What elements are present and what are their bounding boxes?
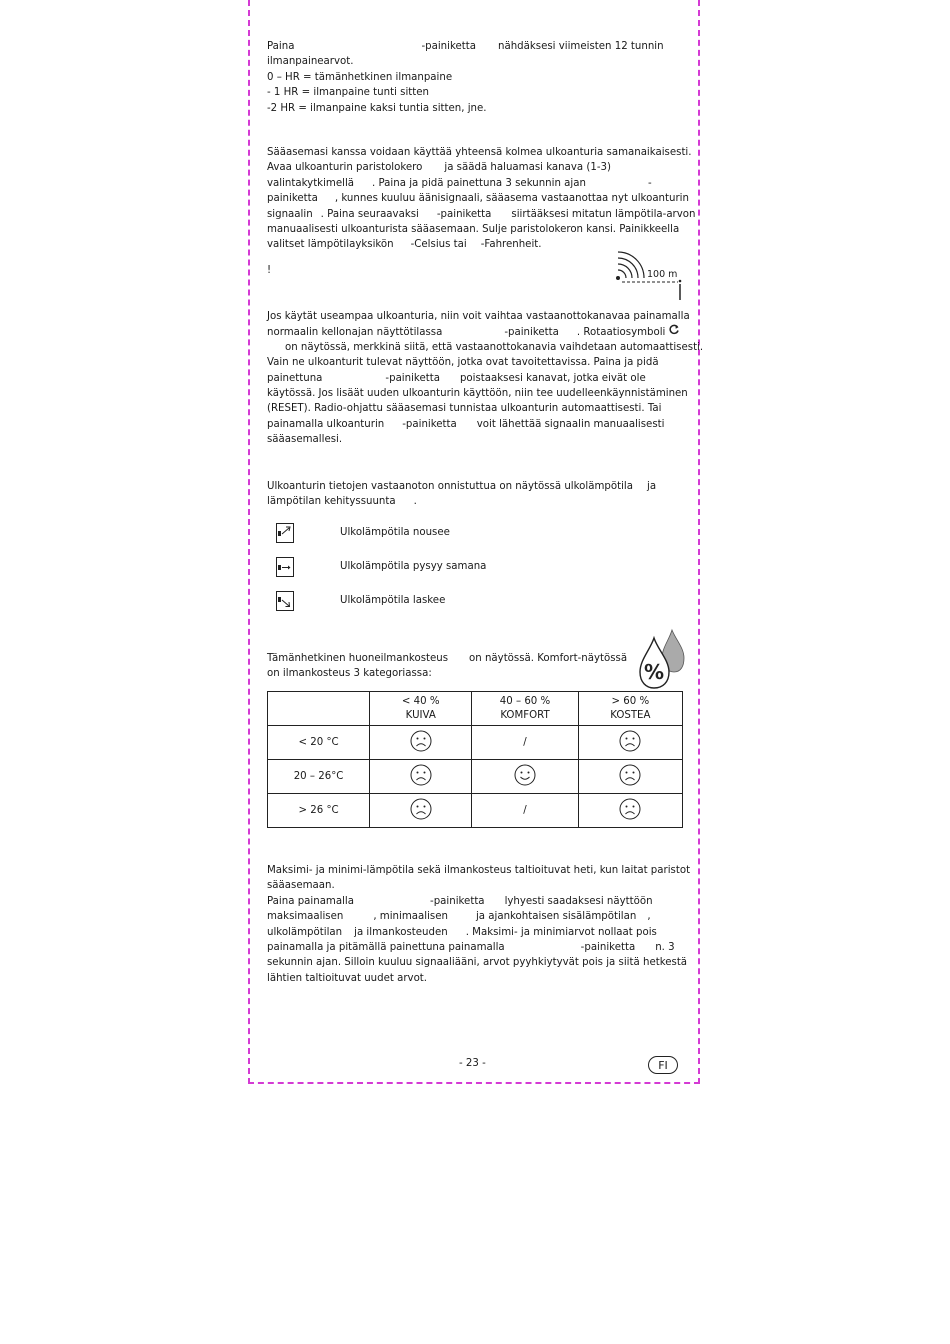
- table-cell: [370, 794, 472, 828]
- sad-face-icon: [619, 798, 641, 823]
- text: painettuna: [267, 372, 323, 384]
- table-cell: /: [472, 726, 578, 760]
- signal-range-icon: [612, 250, 686, 302]
- text: ja säädä haluamasi kanava (1-3): [444, 162, 611, 174]
- text: on näytössä, merkkinä siitä, että vastaanottokanavia vaihdetaan automaattisesti.: [285, 341, 704, 353]
- text: Ulkoanturin tietojen vastaanoton onnistuttua on näytössä ulkolämpötila: [267, 481, 633, 492]
- text: ja: [647, 481, 657, 492]
- text: KOSTEA: [610, 709, 651, 721]
- table-cell: [370, 760, 472, 794]
- text: -Celsius tai: [410, 239, 467, 251]
- text: -painiketta: [436, 208, 492, 220]
- trend-section: [267, 479, 687, 510]
- humidity-drops-icon: [636, 628, 686, 690]
- text: maksimaalisen: [267, 911, 344, 923]
- trend-steady-icon: [276, 557, 294, 577]
- table-cell: [268, 692, 370, 726]
- sad-face-icon: [619, 730, 641, 755]
- pressure-history-section: [267, 39, 687, 116]
- text: (RESET). Radio-ohjattu sääasemasi tunnistaa ulkoanturin automaattisesti. Tai: [267, 403, 662, 415]
- text: lyhyesti saadaksesi näyttöön: [504, 895, 653, 907]
- comfort-table: [267, 691, 683, 828]
- text: , kunnes kuuluu äänisignaali, sääasema vastaanottaa nyt ulkoanturin: [334, 193, 689, 205]
- text: lämpötilan kehityssuunta: [267, 496, 396, 508]
- text: lähtien taltioituvat uudet arvot.: [267, 972, 428, 984]
- text: signaalin: [267, 208, 313, 220]
- table-cell: 20 – 26°C: [268, 760, 370, 794]
- text: ,: [647, 911, 651, 923]
- text: ja ilmankosteuden: [354, 926, 448, 938]
- range-label: 100 m: [647, 269, 678, 280]
- text: . Maksimi- ja minimiarvot nollaat pois: [465, 926, 657, 938]
- rotation-icon: [669, 324, 680, 340]
- table-cell: > 26 °C: [268, 794, 370, 828]
- text: manuaalisesti ulkoanturista sääasemaan. Sulje paristolokeron kansi. Painikkeella: [267, 223, 680, 235]
- outdoor-sensor-section: [267, 145, 696, 253]
- text: . Paina seuraavaksi: [320, 208, 419, 220]
- table-row: [268, 726, 683, 760]
- table-cell: < 20 °C: [268, 726, 370, 760]
- channel-section: [267, 309, 704, 448]
- text: poistaaksesi kanavat, jotka eivät ole: [459, 372, 646, 384]
- table-row: [268, 794, 683, 828]
- text: Jos käytät useampaa ulkoanturia, niin voit vaihtaa vastaanottokanavaa painamalla: [267, 311, 690, 322]
- table-cell: /: [472, 794, 578, 828]
- text: , minimaalisen: [373, 911, 448, 923]
- text: KUIVA: [405, 709, 436, 721]
- text: ja ajankohtaisen sisälämpötilan: [475, 911, 637, 923]
- text: painamalla ulkoanturin: [267, 418, 385, 430]
- humidity-section: [267, 651, 687, 682]
- text: Maksimi- ja minimi-lämpötila sekä ilmankosteus taltioituvat heti, kun laitat paristot: [267, 865, 691, 876]
- text: -painiketta: [385, 372, 440, 384]
- text: -painiketta: [504, 327, 559, 339]
- text: .: [413, 496, 417, 508]
- trend-falling-label: Ulkolämpötila laskee: [340, 595, 446, 606]
- text: sääasemaan.: [267, 880, 335, 892]
- text: -painiketta: [421, 41, 477, 52]
- text: on näytössä. Komfort-näytössä: [469, 653, 628, 664]
- table-cell: [578, 760, 682, 794]
- text: KOMFORT: [500, 709, 550, 721]
- text: sääasemallesi.: [267, 434, 343, 446]
- text: Vain ne ulkoanturit tulevat näyttöön, jotka ovat tavoitettavissa. Paina ja pidä: [267, 357, 659, 369]
- table-row: [268, 760, 683, 794]
- text: valintakytkimellä: [267, 177, 355, 189]
- text: on ilmankosteus 3 kategoriassa:: [267, 668, 432, 680]
- text: ilmanpainearvot.: [267, 56, 354, 68]
- sad-face-icon: [619, 764, 641, 789]
- warning-mark: !: [267, 265, 272, 276]
- text: . Rotaatiosymboli: [576, 327, 666, 339]
- text: painiketta: [267, 193, 318, 205]
- text: -painiketta: [430, 895, 485, 907]
- sad-face-icon: [410, 730, 432, 755]
- text: voit lähettää signaalin manuaalisesti: [476, 418, 665, 430]
- sad-face-icon: [410, 798, 432, 823]
- text: -: [647, 177, 652, 189]
- trend-rising-label: Ulkolämpötila nousee: [340, 527, 450, 538]
- text: > 60 %: [611, 695, 650, 707]
- text: n. 3: [655, 941, 675, 953]
- table-header-cell: [472, 692, 578, 726]
- text: Avaa ulkoanturin paristolokero: [267, 162, 423, 174]
- text: nähdäksesi viimeisten 12 tunnin: [498, 41, 664, 52]
- text: -painiketta: [580, 941, 636, 953]
- trend-rising-icon: [276, 523, 294, 543]
- table-header-cell: [370, 692, 472, 726]
- text: < 40 %: [401, 695, 440, 707]
- text: Paina painamalla: [267, 895, 355, 907]
- min-max-section: [267, 863, 691, 986]
- text: käytössä. Jos lisäät uuden ulkoanturin käyttöön, niin tee uudelleenkäynnistäminen: [267, 387, 688, 399]
- text: sekunnin ajan. Silloin kuuluu signaaliääni, arvot pyyhkiytyvät pois ja siitä hetkestä: [267, 957, 688, 969]
- text: Sääasemasi kanssa voidaan käyttää yhteensä kolmea ulkoanturia samanaikaisesti.: [267, 147, 692, 158]
- text: siirtääksesi mitatun lämpötila-arvon: [511, 208, 696, 220]
- trend-steady-label: Ulkolämpötila pysyy samana: [340, 561, 487, 572]
- text: . Paina ja pidä painettuna 3 sekunnin ajan: [372, 177, 586, 189]
- table-header-cell: [578, 692, 682, 726]
- svg-text:%: %: [644, 660, 665, 684]
- text: normaalin kellonajan näyttötilassa: [267, 327, 443, 339]
- text: - 1 HR = ilmanpaine tunti sitten: [267, 87, 429, 99]
- text: painamalla ja pitämällä painettuna painamalla: [267, 941, 505, 953]
- text: 40 – 60 %: [499, 695, 551, 707]
- table-cell: [578, 726, 682, 760]
- page-number: - 23 -: [459, 1058, 486, 1069]
- table-row: [268, 692, 683, 726]
- trend-falling-icon: [276, 591, 294, 611]
- text: -painiketta: [402, 418, 457, 430]
- text: 0 – HR = tämänhetkinen ilmanpaine: [267, 71, 453, 83]
- sad-face-icon: [410, 764, 432, 789]
- language-badge: FI: [648, 1056, 678, 1074]
- text: valitset lämpötilayksikön: [267, 239, 394, 251]
- text: Paina: [267, 41, 295, 52]
- text: -Fahrenheit.: [480, 239, 542, 251]
- text: Tämänhetkinen huoneilmankosteus: [267, 653, 449, 664]
- happy-face-icon: [514, 764, 536, 789]
- text: -2 HR = ilmanpaine kaksi tuntia sitten, jne.: [267, 102, 487, 114]
- table-cell: [472, 760, 578, 794]
- table-cell: [578, 794, 682, 828]
- text: ulkolämpötilan: [267, 926, 343, 938]
- table-cell: [370, 726, 472, 760]
